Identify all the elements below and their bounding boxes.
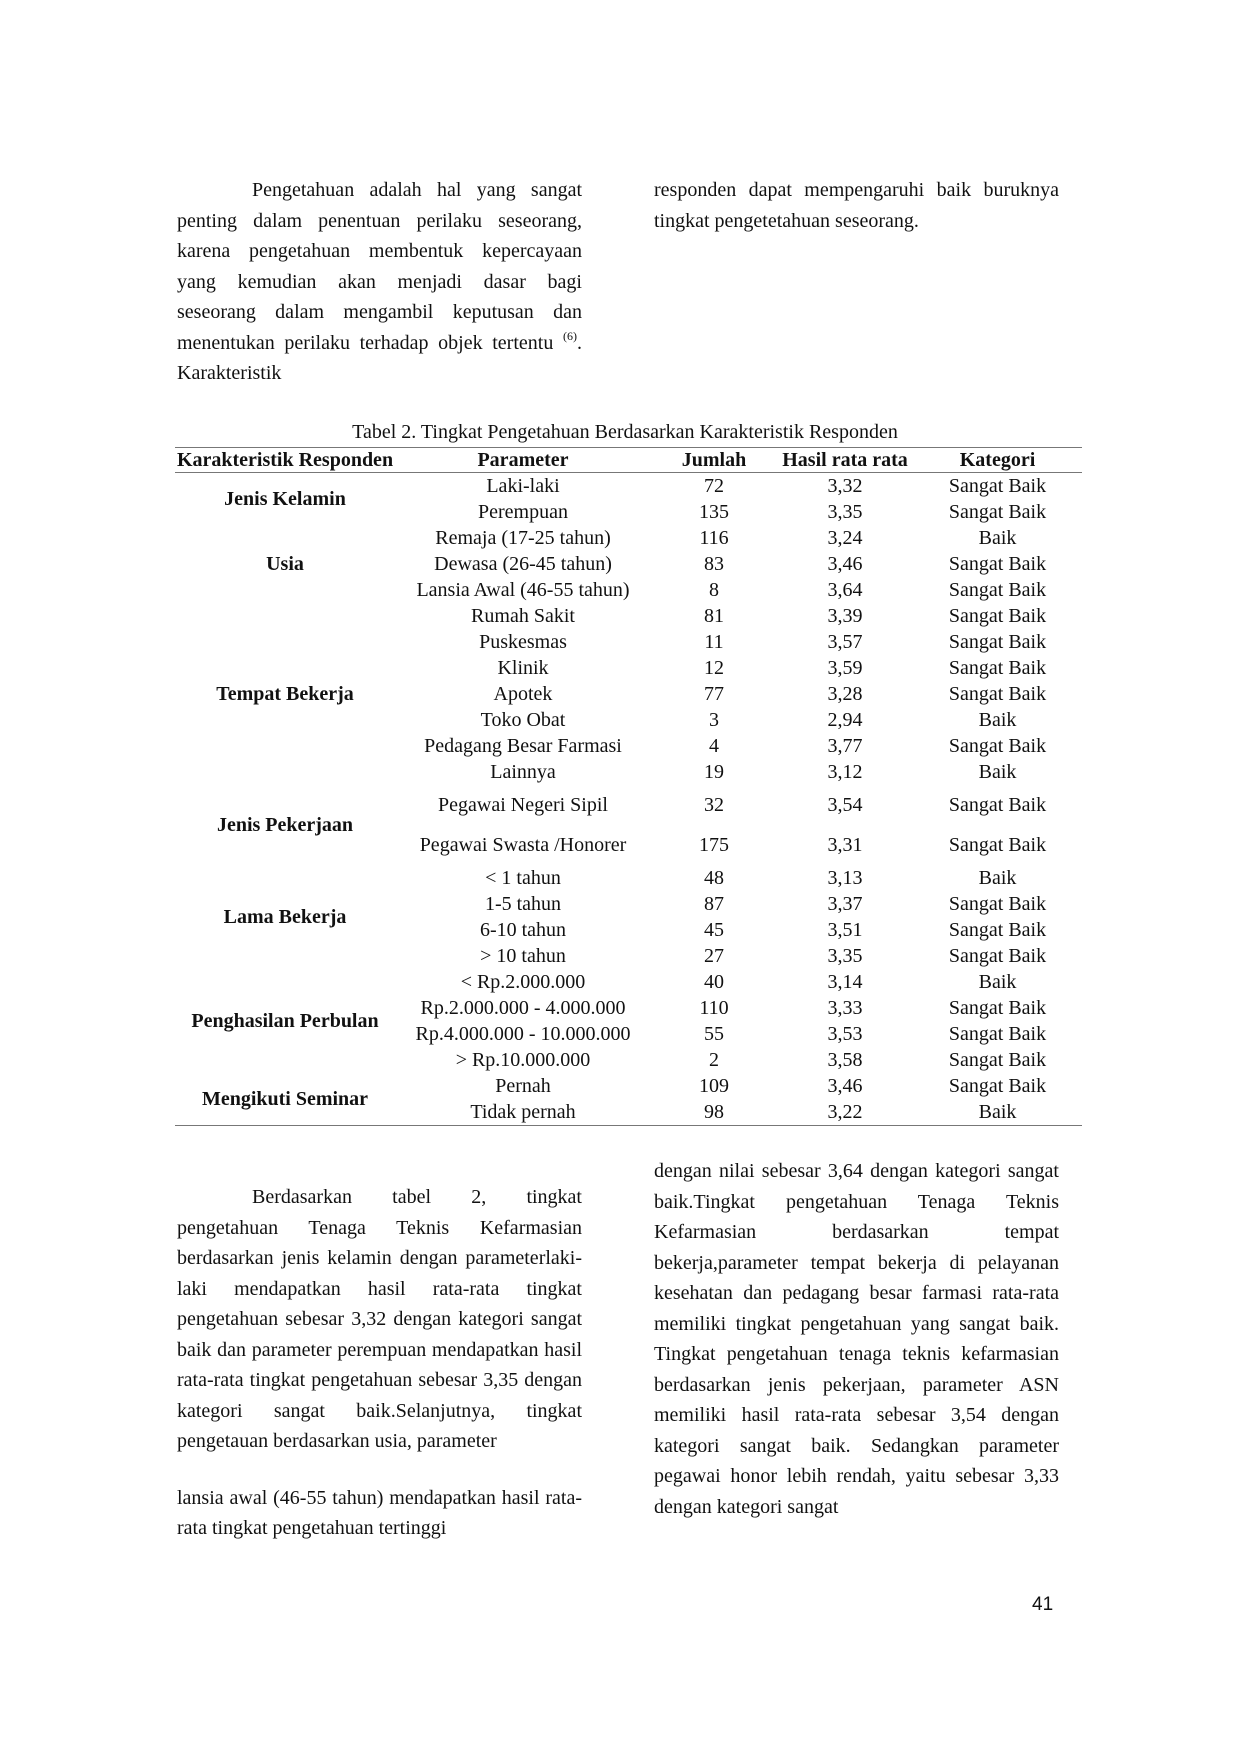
cell-hasil: 3,24 <box>827 527 863 549</box>
table-caption: Tabel 2. Tingkat Pengetahuan Berdasarkan Karakteristik Responden <box>352 421 898 443</box>
group-label: Jenis Pekerjaan <box>216 814 354 836</box>
cell-jumlah: 83 <box>704 553 724 575</box>
cell-parameter: Perempuan <box>478 501 568 523</box>
cell-kategori: Sangat Baik <box>948 945 1047 967</box>
top-right-column <box>654 175 1059 236</box>
paragraph: Berdasarkan tabel 2, tingkat pengetahuan Tenaga Teknis Kefarmasian berdasarkan jenis kelamin dengan parameterlaki-laki mendapatkan hasil rata-rata tingkat pengetahuan sebesar 3,32 dengan kategori sangat baik dan parameter perempuan mendapatkan hasil rata-rata tingkat pengetahuan sebesar 3,35 dengan kategori sangat baik.Selanjutnya, tingkat pengetauan berdasarkan usia, parameter <box>177 1186 582 1452</box>
group-label: Lama Bekerja <box>223 906 347 928</box>
cell-parameter: Rp.4.000.000 - 10.000.000 <box>415 1023 631 1045</box>
cell-kategori: Sangat Baik <box>948 1023 1047 1045</box>
cell-jumlah: 40 <box>704 971 724 993</box>
cell-hasil: 2,94 <box>827 709 863 731</box>
cell-kategori: Baik <box>978 971 1017 993</box>
bottom-right-column <box>654 1156 1059 1522</box>
cell-hasil: 3,53 <box>827 1023 863 1045</box>
group-label: Penghasilan Perbulan <box>191 1010 379 1032</box>
bottom-left-column <box>177 1182 582 1544</box>
cell-jumlah: 77 <box>704 683 724 705</box>
paragraph-text: Pengetahuan adalah hal yang sangat penting dalam penentuan perilaku seseorang, karena pengetahuan membentuk kepercayaan yang kemudian akan menjadi dasar bagi seseorang dalam mengambil keputusan dan menentukan perilaku terhadap objek tertentu <box>177 179 582 354</box>
cell-parameter: Laki-laki <box>486 475 560 497</box>
cell-hasil: 3,13 <box>827 867 863 889</box>
cell-kategori: Sangat Baik <box>948 657 1047 679</box>
table-row <box>175 969 1082 995</box>
cell-parameter: Lainnya <box>490 761 556 783</box>
cell-jumlah: 109 <box>699 1075 729 1097</box>
table-row <box>175 865 1082 891</box>
cell-hasil: 3,32 <box>827 475 863 497</box>
table-row <box>175 785 1082 825</box>
page-number: 41 <box>1032 1594 1054 1615</box>
cell-kategori: Baik <box>978 761 1017 783</box>
cell-hasil: 3,28 <box>827 683 863 705</box>
cell-hasil: 3,35 <box>827 501 863 523</box>
cell-kategori: Sangat Baik <box>948 893 1047 915</box>
cell-hasil: 3,64 <box>827 579 863 601</box>
paragraph-tail: . Karakteristik <box>177 331 582 384</box>
cell-parameter: Puskesmas <box>479 631 567 653</box>
cell-parameter: < 1 tahun <box>485 867 561 889</box>
cell-jumlah: 135 <box>699 501 729 523</box>
cell-parameter: Lansia Awal (46-55 tahun) <box>416 579 630 601</box>
cell-kategori: Sangat Baik <box>948 794 1047 816</box>
cell-parameter: Pegawai Negeri Sipil <box>438 794 608 816</box>
cell-jumlah: 175 <box>699 834 729 856</box>
cell-hasil: 3,39 <box>827 605 863 627</box>
cell-jumlah: 98 <box>704 1101 724 1123</box>
group-label: Mengikuti Seminar <box>201 1088 369 1110</box>
cell-jumlah: 12 <box>704 657 724 679</box>
cell-jumlah: 4 <box>709 735 719 757</box>
cell-kategori: Sangat Baik <box>948 605 1047 627</box>
cell-kategori: Sangat Baik <box>948 501 1047 523</box>
characteristics-table <box>175 447 1082 1126</box>
cell-jumlah: 110 <box>699 997 729 1019</box>
cell-jumlah: 27 <box>704 945 724 967</box>
cell-hasil: 3,14 <box>827 971 863 993</box>
cell-jumlah: 81 <box>704 605 724 627</box>
cell-jumlah: 116 <box>699 527 729 549</box>
cell-parameter: Pedagang Besar Farmasi <box>424 735 622 757</box>
cell-jumlah: 72 <box>704 475 724 497</box>
cell-jumlah: 3 <box>709 709 719 731</box>
paragraph: dengan nilai sebesar 3,64 dengan kategori sangat baik.Tingkat pengetahuan Tenaga Teknis Kefarmasian berdasarkan tempat bekerja,parameter tempat bekerja di pelayanan kesehatan dan pedagang besar farmasi rata-rata memiliki tingkat pengetahuan yang sangat baik. Tingkat pengetahuan tenaga teknis kefarmasian berdasarkan jenis pekerjaan, parameter ASN memiliki hasil rata-rata sebesar 3,54 dengan kategori sangat baik. Sedangkan parameter pegawai honor lebih rendah, yaitu sebesar 3,33 dengan kategori sangat <box>654 1160 1059 1518</box>
paragraph: responden dapat mempengaruhi baik buruknya tingkat pengetetahuan seseorang. <box>654 179 1059 232</box>
group-label: Jenis Kelamin <box>224 488 346 510</box>
citation-marker: (6) <box>563 328 577 343</box>
cell-kategori: Sangat Baik <box>948 631 1047 653</box>
header-hasil: Hasil rata rata <box>782 449 908 471</box>
cell-parameter: Apotek <box>493 683 553 705</box>
cell-jumlah: 2 <box>709 1049 719 1071</box>
cell-parameter: 6-10 tahun <box>479 919 567 941</box>
cell-parameter: Dewasa (26-45 tahun) <box>434 553 612 575</box>
cell-parameter: Pegawai Swasta /Honorer <box>419 834 627 856</box>
table-row <box>175 1073 1082 1099</box>
cell-parameter: Klinik <box>497 657 549 679</box>
cell-parameter: Pernah <box>495 1075 551 1097</box>
cell-jumlah: 87 <box>704 893 724 915</box>
cell-parameter: Tidak pernah <box>470 1101 576 1123</box>
table-row <box>175 525 1082 551</box>
table-container <box>175 447 1082 1126</box>
cell-parameter: Rumah Sakit <box>471 605 575 627</box>
cell-jumlah: 19 <box>704 761 724 783</box>
cell-hasil: 3,33 <box>827 997 863 1019</box>
cell-hasil: 3,46 <box>827 553 863 575</box>
cell-hasil: 3,22 <box>827 1101 863 1123</box>
cell-jumlah: 45 <box>704 919 724 941</box>
cell-jumlah: 11 <box>704 631 724 653</box>
cell-jumlah: 48 <box>704 867 724 889</box>
cell-parameter: > 10 tahun <box>480 945 566 967</box>
cell-hasil: 3,57 <box>827 631 863 653</box>
cell-kategori: Sangat Baik <box>948 997 1047 1019</box>
cell-jumlah: 32 <box>704 794 724 816</box>
cell-hasil: 3,77 <box>827 735 863 757</box>
cell-kategori: Baik <box>978 867 1017 889</box>
cell-parameter: > Rp.10.000.000 <box>455 1049 591 1071</box>
cell-hasil: 3,31 <box>827 834 863 856</box>
cell-kategori: Sangat Baik <box>948 1049 1047 1071</box>
cell-hasil: 3,35 <box>827 945 863 967</box>
header-kategori: Kategori <box>959 449 1036 471</box>
cell-parameter: < Rp.2.000.000 <box>460 971 586 993</box>
cell-parameter: Remaja (17-25 tahun) <box>435 527 611 549</box>
cell-kategori: Sangat Baik <box>948 735 1047 757</box>
table-row <box>175 473 1082 500</box>
table-header-row <box>175 448 1082 473</box>
cell-hasil: 3,37 <box>827 893 863 915</box>
paragraph <box>177 175 582 389</box>
paragraph: lansia awal (46-55 tahun) mendapatkan hasil rata-rata tingkat pengetahuan tertinggi <box>177 1486 582 1539</box>
cell-jumlah: 8 <box>709 579 719 601</box>
top-left-column <box>177 175 582 389</box>
cell-jumlah: 55 <box>704 1023 724 1045</box>
header-karakteristik: Karakteristik Responden <box>176 449 394 471</box>
cell-parameter: 1-5 tahun <box>484 893 562 915</box>
cell-hasil: 3,46 <box>827 1075 863 1097</box>
table-row <box>175 603 1082 629</box>
table-body <box>175 473 1082 1126</box>
cell-kategori: Sangat Baik <box>948 553 1047 575</box>
cell-hasil: 3,51 <box>827 919 863 941</box>
cell-kategori: Baik <box>978 527 1017 549</box>
cell-hasil: 3,59 <box>827 657 863 679</box>
cell-kategori: Sangat Baik <box>948 579 1047 601</box>
header-jumlah: Jumlah <box>681 449 747 471</box>
group-label: Tempat Bekerja <box>216 683 354 705</box>
cell-kategori: Sangat Baik <box>948 475 1047 497</box>
cell-kategori: Sangat Baik <box>948 919 1047 941</box>
cell-kategori: Sangat Baik <box>948 1075 1047 1097</box>
cell-hasil: 3,58 <box>827 1049 863 1071</box>
cell-kategori: Baik <box>978 1101 1017 1123</box>
cell-parameter: Toko Obat <box>480 709 566 731</box>
cell-hasil: 3,12 <box>827 761 863 783</box>
group-label: Usia <box>266 553 304 575</box>
cell-kategori: Sangat Baik <box>948 683 1047 705</box>
cell-kategori: Baik <box>978 709 1017 731</box>
header-parameter: Parameter <box>477 449 569 471</box>
cell-parameter: Rp.2.000.000 - 4.000.000 <box>420 997 626 1019</box>
cell-kategori: Sangat Baik <box>948 834 1047 856</box>
cell-hasil: 3,54 <box>827 794 863 816</box>
